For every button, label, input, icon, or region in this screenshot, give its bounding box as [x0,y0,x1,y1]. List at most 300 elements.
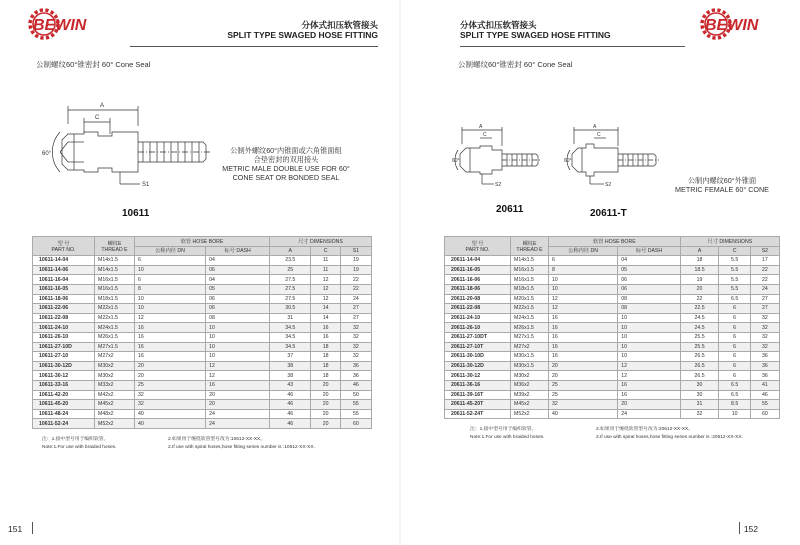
table-row [445,284,780,294]
header-dn: 公称内径 DN [135,246,206,256]
table-cell: 04 [206,275,270,285]
table-cell: 12 [135,313,206,323]
bewin-logo [26,6,104,42]
table-cell: 10 [206,342,270,352]
table-cell: 22 [680,294,719,304]
table-row [33,294,372,304]
table-cell: 40 [135,409,206,419]
fitting-drawing-20611-t [564,124,660,194]
part-number-cell: 20611-14-04 [445,256,511,266]
fitting-drawing-20611 [452,124,542,194]
table-cell: 46 [340,380,371,390]
right-page [400,0,800,545]
table-cell: 20 [311,380,340,390]
note-1-en: Note:1.For use with braided hoses. [470,435,545,441]
table-cell: 5.5 [719,284,750,294]
table-cell: 16 [549,313,618,323]
caption-line: CONE SEAT OR BONDED SEAL [232,173,340,182]
part-number-cell: 20611-24-10 [445,313,511,323]
table-cell: 41 [750,380,779,390]
caption-line: METRIC FEMALE 60° CONE [675,185,769,194]
dim-a-label: A [593,124,597,130]
thread-cell: M45x2 [95,400,135,410]
part-number-cell: 20611-30-12D [445,361,511,371]
table-cell: 24.5 [680,313,719,323]
thread-cell: M26x1.5 [95,332,135,342]
header-rule [460,46,685,47]
part-number-cell: 10611-14-04 [33,256,95,266]
table-cell: 36 [340,361,371,371]
notes-left-col [470,426,544,442]
thread-cell: M16x1.5 [511,265,549,275]
table-cell: 06 [618,275,680,285]
part-number-cell: 20611-36-16 [445,380,511,390]
part-code-20611: 20611 [496,204,524,215]
table-cell: 6 [719,332,750,342]
table-cell: 22.5 [680,304,719,314]
table-cell: 06 [618,284,680,294]
thread-cell: M27x2 [511,342,549,352]
part-number-cell: 20611-27-10DT [445,332,511,342]
table-cell: 25 [135,380,206,390]
table-cell: 11 [311,265,340,275]
table-cell: 32 [549,400,618,410]
table-row [33,352,372,362]
table-cell: 31 [680,400,719,410]
table-row [33,409,372,419]
table-cell: 25.5 [680,342,719,352]
table-cell: 04 [618,256,680,266]
fitting-caption [216,146,356,182]
table-cell: 32 [750,342,779,352]
table-cell: 16 [311,332,340,342]
note-2-en: 2.If use with spiral hoses,hose fitting series number is :10612-XX-XX. [168,445,315,451]
table-row [33,256,372,266]
table-cell: 27.5 [270,275,311,285]
header-dash: 标号 DASH [618,246,680,256]
part-number-cell: 10611-18-06 [33,294,95,304]
dim-a-label: A [100,103,105,109]
thread-cell: M42x2 [95,390,135,400]
table-cell: 26.5 [680,352,719,362]
page-number-bar [32,522,33,534]
table-cell: 20 [311,390,340,400]
table-cell: 16 [618,380,680,390]
table-cell: 16 [135,342,206,352]
table-row [445,275,780,285]
table-cell: 12 [311,275,340,285]
section-subtitle: 公制螺纹60°锥密封 60° Cone Seal [458,60,573,69]
table-row [33,332,372,342]
table-cell: 38 [270,371,311,381]
note-2-zh: 2.如果用于缠绕软管型号改为:20612-XX-XX。 [596,427,694,432]
table-cell: 20 [206,400,270,410]
table-cell: 34.5 [270,323,311,333]
table-cell: 08 [618,294,680,304]
part-number-cell: 20611-52-24T [445,409,511,419]
table-cell: 25 [270,265,311,275]
table-row [445,400,780,410]
table-cell: 10 [618,352,680,362]
table-row [445,371,780,381]
table-cell: 10 [618,313,680,323]
part-code: 10611 [122,208,150,219]
table-cell: 6 [719,323,750,333]
dim-c-label: C [483,132,487,138]
thread-cell: M27x1.5 [511,332,549,342]
table-row [445,294,780,304]
table-cell: 55 [750,400,779,410]
table-cell: 16 [549,323,618,333]
table-cell: 20 [135,361,206,371]
thread-cell: M26x1.5 [511,323,549,333]
table-cell: 32 [680,409,719,419]
table-cell: 22 [340,284,371,294]
spec-table [444,236,780,419]
table-cell: 12 [618,371,680,381]
table-cell: 22 [750,275,779,285]
table-cell: 46 [750,390,779,400]
table-cell: 30 [680,390,719,400]
table-row [445,265,780,275]
page-number-bar [739,522,740,534]
part-number-cell: 10611-14-06 [33,265,95,275]
dim-angle-label: 60° [452,158,460,164]
table-cell: 32 [340,352,371,362]
table-cell: 8.5 [719,400,750,410]
table-cell: 60 [340,419,371,429]
table-cell: 24 [618,409,680,419]
table-cell: 12 [549,294,618,304]
notes-right-col [168,436,315,452]
fitting-caption [670,176,774,194]
table-cell: 16 [549,352,618,362]
dim-c-label: C [95,115,100,121]
table-cell: 06 [206,294,270,304]
part-code-20611-t: 20611-T [590,208,627,219]
part-number-cell: 20611-16-06 [445,275,511,285]
page-number: 152 [743,524,758,534]
table-cell: 6 [719,304,750,314]
table-row [445,352,780,362]
thread-cell: M30x1.5 [511,361,549,371]
table-cell: 6.5 [719,294,750,304]
table-cell: 32 [135,390,206,400]
table-cell: 12 [311,294,340,304]
header-a: A [680,246,719,256]
table-cell: 16 [311,323,340,333]
table-row [33,313,372,323]
table-cell: 06 [206,265,270,275]
table-cell: 17 [750,256,779,266]
table-cell: 18.5 [680,265,719,275]
thread-cell: M14x1.5 [95,256,135,266]
table-cell: 8 [135,284,206,294]
header-hose-bore: 软管 HOSE BORE [549,237,681,247]
thread-cell: M39x2 [511,390,549,400]
thread-cell: M16x1.5 [511,275,549,285]
table-cell: 22 [750,265,779,275]
table-cell: 10 [206,352,270,362]
table-row [33,361,372,371]
caption-line: METRIC MALE DOUBLE USE FOR 60° [222,164,350,173]
part-number-cell: 10611-22-08 [33,313,95,323]
table-cell: 05 [206,284,270,294]
table-cell: 19 [340,265,371,275]
thread-cell: M27x2 [95,352,135,362]
table-row [33,390,372,400]
thread-cell: M24x1.5 [95,323,135,333]
table-cell: 16 [549,332,618,342]
table-cell: 50 [340,390,371,400]
table-cell: 11 [311,256,340,266]
table-cell: 43 [270,380,311,390]
table-cell: 25 [549,390,618,400]
caption-line: 合垫密封的双用接头 [253,155,319,164]
header-s1: S1 [340,246,371,256]
thread-cell: M30x1.5 [511,352,549,362]
header-c: C [719,246,750,256]
header-hose-bore: 软管 HOSE BORE [135,237,270,247]
table-row [33,400,372,410]
part-number-cell: 20611-18-06 [445,284,511,294]
table-row [33,419,372,429]
table-row [445,390,780,400]
table-cell: 18 [680,256,719,266]
table-cell: 16 [549,342,618,352]
table-cell: 10 [135,265,206,275]
table-cell: 10 [206,323,270,333]
header-dn: 公称内径 DN [549,246,618,256]
header-thread: 螺纹E THREAD E [511,237,549,256]
table-cell: 23.5 [270,256,311,266]
table-cell: 6.5 [719,380,750,390]
header-dash: 标号 DASH [206,246,270,256]
table-cell: 46 [270,400,311,410]
table-cell: 18 [311,361,340,371]
part-number-cell: 10611-30-12D [33,361,95,371]
dim-angle-label: 60° [42,151,52,157]
note-2-zh: 2.如果用于缠绕软管型号改为:10612-XX-XX。 [168,437,266,442]
title-en: SPLIT TYPE SWAGED HOSE FITTING [460,30,611,41]
table-cell: 10 [135,304,206,314]
dim-a-label: A [479,124,483,130]
header-dimensions: 尺寸 DIMENSIONS [680,237,779,247]
table-cell: 27 [340,313,371,323]
table-row [33,380,372,390]
header-part-no: 型 号 PART NO. [445,237,511,256]
table-cell: 26.5 [680,361,719,371]
table-cell: 6 [135,275,206,285]
dim-c-label: C [597,132,601,138]
table-cell: 16 [135,323,206,333]
table-cell: 5.5 [719,275,750,285]
table-cell: 55 [340,400,371,410]
table-cell: 40 [135,419,206,429]
thread-cell: M30x2 [511,371,549,381]
thread-cell: M22x1.5 [95,313,135,323]
dim-s-label: S2 [605,182,612,188]
thread-cell: M33x2 [95,380,135,390]
note-1-zh: 注：1.接中型号用于编织软管。 [470,427,537,432]
thread-cell: M14x1.5 [95,265,135,275]
table-cell: 20 [311,400,340,410]
table-cell: 30 [680,380,719,390]
notes-right-col [596,426,743,442]
table-cell: 04 [206,256,270,266]
thread-cell: M24x1.5 [511,313,549,323]
table-row [445,323,780,333]
table-cell: 46 [270,409,311,419]
header-part-no: 型 号 PART NO. [33,237,95,256]
table-row [445,361,780,371]
table-cell: 12 [206,371,270,381]
table-cell: 55 [340,409,371,419]
table-cell: 25.5 [680,332,719,342]
thread-cell: M36x2 [511,380,549,390]
part-number-cell: 20611-20-08 [445,294,511,304]
table-cell: 6 [135,256,206,266]
table-cell: 24 [340,294,371,304]
bewin-gear-icon [26,6,104,42]
part-number-cell: 10611-42-20 [33,390,95,400]
table-cell: 24 [206,409,270,419]
thread-cell: M30x2 [95,371,135,381]
table-cell: 10 [618,342,680,352]
table-row [33,265,372,275]
thread-cell: M48x2 [95,409,135,419]
header-dimensions: 尺寸 DIMENSIONS [270,237,372,247]
table-cell: 32 [750,323,779,333]
table-cell: 31 [270,313,311,323]
part-number-cell: 20611-45-20T [445,400,511,410]
caption-line: 公制外螺纹60°内锥面或六角锥面组 [230,146,342,155]
thread-cell: M30x2 [95,361,135,371]
table-row [33,284,372,294]
table-cell: 27.5 [270,284,311,294]
table-cell: 24.5 [680,323,719,333]
part-number-cell: 10611-52-24 [33,419,95,429]
bewin-gear-icon [698,6,776,42]
part-number-cell: 10611-33-16 [33,380,95,390]
spec-table [32,236,372,429]
part-number-cell: 10611-27-10D [33,342,95,352]
table-cell: 16 [618,390,680,400]
thread-cell: M52x2 [95,419,135,429]
table-cell: 20 [311,419,340,429]
thread-cell: M20x1.5 [511,294,549,304]
part-number-cell: 20611-16-05 [445,265,511,275]
part-number-cell: 10611-30-12 [33,371,95,381]
table-cell: 10 [135,294,206,304]
table-cell: 5.5 [719,256,750,266]
header-thread: 螺纹E THREAD E [95,237,135,256]
part-number-cell: 20611-30-12 [445,371,511,381]
table-cell: 6 [719,352,750,362]
title-zh: 分体式扣压软管接头 [301,20,378,30]
table-cell: 27 [750,304,779,314]
table-cell: 10 [206,332,270,342]
dim-s-label: S2 [495,182,502,188]
table-cell: 6 [719,371,750,381]
table-cell: 18 [311,342,340,352]
table-cell: 32 [135,400,206,410]
table-row [445,342,780,352]
part-number-cell: 20611-27-10T [445,342,511,352]
table-cell: 06 [206,304,270,314]
table-cell: 32 [340,323,371,333]
table-cell: 24 [206,419,270,429]
table-cell: 05 [618,265,680,275]
table-row [33,342,372,352]
table-cell: 60 [750,409,779,419]
thread-cell: M22x1.5 [511,304,549,314]
table-cell: 10 [618,332,680,342]
table-cell: 20 [135,371,206,381]
table-cell: 5.5 [719,265,750,275]
part-number-cell: 10611-26-10 [33,332,95,342]
table-cell: 6 [719,313,750,323]
table-cell: 25 [549,380,618,390]
table-cell: 6.5 [719,390,750,400]
header-rule [130,46,378,47]
table-cell: 40 [549,409,618,419]
part-number-cell: 20611-26-10 [445,323,511,333]
table-cell: 30.5 [270,304,311,314]
table-cell: 08 [618,304,680,314]
table-cell: 16 [135,332,206,342]
page-header [227,20,378,40]
table-cell: 08 [206,313,270,323]
table-cell: 26.5 [680,371,719,381]
table-cell: 16 [206,380,270,390]
table-cell: 6 [719,342,750,352]
table-cell: 32 [750,313,779,323]
table-cell: 46 [270,419,311,429]
table-cell: 20 [680,284,719,294]
part-number-cell: 20611-22-08 [445,304,511,314]
note-1-zh: 注：1.接中型号用于编织软管。 [42,437,109,442]
part-number-cell: 10611-27-10 [33,352,95,362]
table-cell: 10 [549,284,618,294]
logo-text: BEWIN [705,17,759,34]
table-cell: 12 [549,304,618,314]
table-row [445,409,780,419]
table-cell: 10 [719,409,750,419]
fitting-drawing-10611 [38,96,218,200]
table-cell: 10 [549,275,618,285]
part-number-cell: 10611-16-04 [33,275,95,285]
note-1-en: Note:1.For use with braided hoses. [42,445,117,451]
table-cell: 19 [680,275,719,285]
table-row [33,275,372,285]
table-cell: 14 [311,313,340,323]
thread-cell: M18x1.5 [511,284,549,294]
part-number-cell: 10611-24-10 [33,323,95,333]
table-cell: 16 [135,352,206,362]
logo-text: BEWIN [33,17,87,34]
table-row [445,304,780,314]
table-cell: 6 [719,361,750,371]
bewin-logo [698,6,776,42]
dim-s-label: S1 [142,182,150,188]
table-cell: 36 [340,371,371,381]
part-number-cell: 20611-30-10D [445,352,511,362]
table-cell: 27.5 [270,294,311,304]
part-number-cell: 10611-48-24 [33,409,95,419]
table-cell: 22 [340,275,371,285]
table-cell: 34.5 [270,342,311,352]
